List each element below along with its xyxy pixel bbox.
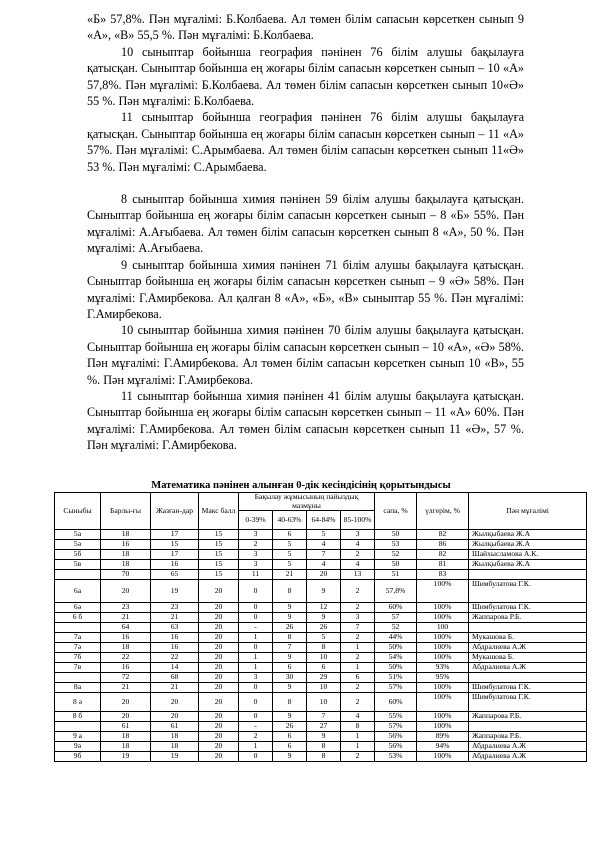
cell-c3: 9 <box>307 580 341 603</box>
table-title: Математика пәнінен алынған 0-дік кесіндісінің қорытындысы <box>151 480 451 491</box>
cell-t: Жаппарова Р.Б. <box>469 613 587 623</box>
cell-c4: 3 <box>341 613 375 623</box>
cell-c1: 1 <box>239 633 273 643</box>
cell-wrote: 21 <box>151 683 199 693</box>
cell-total: 21 <box>101 683 151 693</box>
cell-wrote: 20 <box>151 712 199 722</box>
cell-t: Шимбулатова Г.К. <box>469 580 587 603</box>
cell-c3: 10 <box>307 693 341 712</box>
cell-t: Жылқыбаева Ж.А <box>469 540 587 550</box>
cell-c2: 6 <box>273 732 307 742</box>
cell-t <box>469 570 587 580</box>
cell-cls: 5б <box>55 550 101 560</box>
cell-t: Шайхысламова А.К. <box>469 550 587 560</box>
cell-q: 44% <box>375 633 417 643</box>
col-header-wrote: Жазған-дар <box>151 493 199 530</box>
cell-wrote: 22 <box>151 653 199 663</box>
table-total-row <box>55 673 587 683</box>
cell-total: 18 <box>101 732 151 742</box>
cell-c1: 1 <box>239 653 273 663</box>
cell-max: 20 <box>199 722 239 732</box>
cell-c2: 5 <box>273 560 307 570</box>
cell-c4: 2 <box>341 603 375 613</box>
results-table <box>54 492 587 762</box>
table-total-row <box>55 722 587 732</box>
cell-total: 23 <box>101 603 151 613</box>
cell-max: 20 <box>199 643 239 653</box>
cell-cls: 9ә <box>55 742 101 752</box>
cell-c4: 4 <box>341 540 375 550</box>
cell-c2: 26 <box>273 722 307 732</box>
cell-p: 82 <box>417 550 469 560</box>
cell-c2: 9 <box>273 603 307 613</box>
cell-c2: 30 <box>273 673 307 683</box>
cell-wrote: 16 <box>151 633 199 643</box>
cell-wrote: 21 <box>151 613 199 623</box>
cell-total: 20 <box>101 693 151 712</box>
cell-p: 83 <box>417 570 469 580</box>
table-row <box>55 550 587 560</box>
cell-c4: 1 <box>341 742 375 752</box>
paragraph: 8 сыныптар бойынша химия пәнінен 59 білім алушы бақылауға қатысқан. Сыныптар бойынша ең жоғары білім сапасын көрсеткен сынып – 8 «Б» 55%. Пән мұғалімі: А.Ағыбаева. Ал төмен білім сапасын көрсеткен сынып 8 «А», 50 %. Пән мұғалімі: А.Ағыбаева. <box>87 192 524 256</box>
cell-cls: 8а <box>55 683 101 693</box>
cell-c3: 5 <box>307 530 341 540</box>
table-row <box>55 683 587 693</box>
cell-p: 100 <box>417 623 469 633</box>
cell-c1: 3 <box>239 673 273 683</box>
cell-c2: 26 <box>273 623 307 633</box>
paragraph: 9 сыныптар бойынша химия пәнінен 71 білім алушы бақылауға қатысқан. Сыныптар бойынша ең жоғары білім сапасын көрсеткен сынып – 9 «Ә» 58%. Пән мұғалімі: Г.Амирбекова. Ал қалған 8 «А», «Б», «В» сыныптар 55 %. Пән мұғалімі: Г.Амирбекова. <box>87 257 524 321</box>
cell-c1: - <box>239 623 273 633</box>
table-row <box>55 560 587 570</box>
cell-c4: 8 <box>341 722 375 732</box>
cell-cls <box>55 570 101 580</box>
cell-p: 94% <box>417 742 469 752</box>
cell-c1: 3 <box>239 530 273 540</box>
cell-q: 53% <box>375 752 417 762</box>
cell-c3: 12 <box>307 603 341 613</box>
cell-c2: 6 <box>273 742 307 752</box>
cell-c2: 8 <box>273 580 307 603</box>
col-header-range-40-63: 40-63% <box>273 511 307 530</box>
cell-total: 18 <box>101 742 151 752</box>
cell-wrote: 15 <box>151 540 199 550</box>
cell-c3: 29 <box>307 673 341 683</box>
cell-t: Шимбулатова Г.К. <box>469 683 587 693</box>
table-row <box>55 613 587 623</box>
cell-q: 52 <box>375 550 417 560</box>
cell-c3: 6 <box>307 663 341 673</box>
cell-total: 22 <box>101 653 151 663</box>
cell-q: 60% <box>375 693 417 712</box>
table-total-row <box>55 570 587 580</box>
paragraph: «Б» 57,8%. Пән мұғалімі: Б.Колбаева. Ал төмен білім сапасын көрсеткен сынып 9 «А», «В» 55,5 %. Пән мұғалімі: Б.Колбаева. <box>87 12 524 43</box>
paragraph: 11 сыныптар бойынша география пәнінен 76 білім алушы бақылауға қатысқан. Сыныптар бойынша ең жоғары білім сапасын көрсеткен сынып – 11 «А» 57%. Пән мұғалімі: С.Арымбаева. Ал төмен білім сапасын көрсеткен сынып 11«Ә» 53 %. Пән мұғалімі: С.Арымбаева. <box>87 110 524 174</box>
cell-c1: 2 <box>239 732 273 742</box>
cell-wrote: 16 <box>151 560 199 570</box>
cell-cls: 7б <box>55 653 101 663</box>
cell-max: 20 <box>199 683 239 693</box>
cell-wrote: 23 <box>151 603 199 613</box>
cell-wrote: 68 <box>151 673 199 683</box>
cell-p: 100% <box>417 633 469 643</box>
cell-max: 20 <box>199 712 239 722</box>
cell-max: 20 <box>199 613 239 623</box>
cell-cls: 8 б <box>55 712 101 722</box>
cell-c4: 2 <box>341 683 375 693</box>
col-header-group: Бақылау жұмысының пайыздық мазмұны <box>239 493 375 511</box>
cell-c3: 26 <box>307 623 341 633</box>
col-header-range-85-100: 85-100% <box>341 511 375 530</box>
cell-max: 20 <box>199 752 239 762</box>
cell-cls <box>55 673 101 683</box>
col-header-teacher: Пән мұғалімі <box>469 493 587 530</box>
paragraph: 11 сыныптар бойынша химия пәнінен 41 білім алушы бақылауға қатысқан. Сыныптар бойынша ең жоғары білім сапасын көрсеткен сынып – 11 «А» 60%. Пән мұғалімі: Г.Амирбекова. Ал төмен білім сапасын көрсеткен сынып 11 «Ә», 57 %. Пән мұғалімі: Г.Амирбекова. <box>87 388 524 453</box>
cell-t: Абдралиева А.Ж <box>469 742 587 752</box>
cell-t <box>469 623 587 633</box>
table-total-row <box>55 623 587 633</box>
cell-cls <box>55 623 101 633</box>
document-body <box>87 11 524 454</box>
cell-wrote: 19 <box>151 580 199 603</box>
cell-q: 50% <box>375 663 417 673</box>
cell-c3: 9 <box>307 732 341 742</box>
cell-cls: 7в <box>55 663 101 673</box>
cell-p: 100% <box>417 643 469 653</box>
cell-c2: 9 <box>273 613 307 623</box>
cell-max: 20 <box>199 732 239 742</box>
cell-c2: 21 <box>273 570 307 580</box>
cell-cls: 5в <box>55 560 101 570</box>
cell-q: 51% <box>375 673 417 683</box>
cell-c4: 4 <box>341 712 375 722</box>
cell-t: Жылқыбаева Ж.А <box>469 530 587 540</box>
cell-cls: 6а <box>55 580 101 603</box>
table-row <box>55 712 587 722</box>
cell-total: 70 <box>101 570 151 580</box>
cell-max: 20 <box>199 633 239 643</box>
cell-total: 18 <box>101 643 151 653</box>
cell-c4: 2 <box>341 752 375 762</box>
cell-c3: 8 <box>307 742 341 752</box>
cell-c3: 20 <box>307 570 341 580</box>
table-row <box>55 752 587 762</box>
cell-wrote: 65 <box>151 570 199 580</box>
cell-c4: 2 <box>341 550 375 560</box>
col-header-range-64-84: 64-84% <box>307 511 341 530</box>
cell-t: Абдралиева А.Ж <box>469 752 587 762</box>
cell-wrote: 18 <box>151 742 199 752</box>
cell-p: 100% <box>417 603 469 613</box>
cell-c1: 3 <box>239 560 273 570</box>
cell-total: 20 <box>101 712 151 722</box>
cell-c1: 0 <box>239 683 273 693</box>
cell-c1: 1 <box>239 742 273 752</box>
cell-c1: 0 <box>239 752 273 762</box>
cell-c3: 4 <box>307 560 341 570</box>
cell-q: 54% <box>375 653 417 663</box>
cell-wrote: 17 <box>151 550 199 560</box>
cell-t <box>469 673 587 683</box>
cell-c4: 3 <box>341 530 375 540</box>
cell-c4: 1 <box>341 732 375 742</box>
cell-cls: 9 а <box>55 732 101 742</box>
cell-c1: 0 <box>239 643 273 653</box>
cell-c1: 0 <box>239 580 273 603</box>
cell-q: 57,8% <box>375 580 417 603</box>
cell-c2: 9 <box>273 752 307 762</box>
cell-c3: 8 <box>307 752 341 762</box>
cell-max: 20 <box>199 693 239 712</box>
cell-c2: 9 <box>273 653 307 663</box>
cell-p: 100% <box>417 653 469 663</box>
cell-max: 20 <box>199 742 239 752</box>
cell-total: 61 <box>101 722 151 732</box>
cell-p: 100% <box>417 613 469 623</box>
cell-max: 20 <box>199 653 239 663</box>
cell-cls: 5ә <box>55 540 101 550</box>
cell-cls: 6ә <box>55 603 101 613</box>
col-header-total: Барлы-ғы <box>101 493 151 530</box>
cell-c4: 7 <box>341 623 375 633</box>
cell-total: 64 <box>101 623 151 633</box>
cell-wrote: 18 <box>151 732 199 742</box>
cell-c4: 1 <box>341 643 375 653</box>
cell-total: 21 <box>101 613 151 623</box>
table-row <box>55 653 587 663</box>
cell-c3: 9 <box>307 613 341 623</box>
cell-max: 15 <box>199 560 239 570</box>
col-header-progress: үлгерім, % <box>417 493 469 530</box>
cell-c3: 27 <box>307 722 341 732</box>
cell-c2: 7 <box>273 643 307 653</box>
cell-total: 20 <box>101 580 151 603</box>
cell-c2: 6 <box>273 663 307 673</box>
table-row <box>55 580 587 603</box>
cell-total: 18 <box>101 530 151 540</box>
cell-max: 20 <box>199 580 239 603</box>
cell-c4: 2 <box>341 633 375 643</box>
cell-c3: 10 <box>307 653 341 663</box>
cell-q: 57 <box>375 613 417 623</box>
cell-c3: 4 <box>307 540 341 550</box>
cell-q: 56% <box>375 742 417 752</box>
cell-c2: 5 <box>273 540 307 550</box>
paragraph: 10 сыныптар бойынша география пәнінен 76 білім алушы бақылауға қатысқан. Сыныптар бойынша ең жоғары білім сапасын көрсеткен сынып – 10 «А» 57,8%. Пән мұғалімі: Б.Колбаева. Ал төмен білім сапасын көрсеткен сынып 10«Ә» 55 %. Пән мұғалімі: Б.Колбаева. <box>87 44 524 109</box>
cell-p: 100% <box>417 693 469 712</box>
table-row <box>55 540 587 550</box>
cell-total: 72 <box>101 673 151 683</box>
cell-c4: 6 <box>341 673 375 683</box>
cell-q: 50 <box>375 530 417 540</box>
cell-q: 57% <box>375 722 417 732</box>
cell-p: 89% <box>417 732 469 742</box>
cell-total: 18 <box>101 560 151 570</box>
cell-c1: 0 <box>239 712 273 722</box>
cell-cls: 7а <box>55 633 101 643</box>
cell-max: 15 <box>199 530 239 540</box>
cell-t: Абдралиева А.Ж <box>469 643 587 653</box>
cell-total: 16 <box>101 633 151 643</box>
cell-max: 20 <box>199 603 239 613</box>
cell-c2: 9 <box>273 683 307 693</box>
cell-p: 100% <box>417 722 469 732</box>
cell-t: Абдралиева А.Ж <box>469 663 587 673</box>
cell-max: 15 <box>199 540 239 550</box>
cell-q: 52 <box>375 623 417 633</box>
cell-c3: 8 <box>307 643 341 653</box>
cell-total: 16 <box>101 540 151 550</box>
table-row <box>55 663 587 673</box>
cell-c3: 7 <box>307 550 341 560</box>
cell-t <box>469 722 587 732</box>
cell-cls: 5а <box>55 530 101 540</box>
col-header-range-0-39: 0-39% <box>239 511 273 530</box>
paragraph-spacer <box>87 175 524 191</box>
cell-q: 57% <box>375 683 417 693</box>
cell-p: 93% <box>417 663 469 673</box>
cell-q: 56% <box>375 732 417 742</box>
cell-max: 20 <box>199 663 239 673</box>
cell-t: Жаппарова Р.Б. <box>469 712 587 722</box>
cell-cls: 6 б <box>55 613 101 623</box>
cell-wrote: 17 <box>151 530 199 540</box>
cell-c2: 6 <box>273 530 307 540</box>
cell-q: 53 <box>375 540 417 550</box>
table-row <box>55 643 587 653</box>
cell-p: 95% <box>417 673 469 683</box>
cell-c2: 8 <box>273 693 307 712</box>
cell-q: 55% <box>375 712 417 722</box>
cell-max: 15 <box>199 570 239 580</box>
cell-p: 100% <box>417 580 469 603</box>
cell-c4: 2 <box>341 580 375 603</box>
cell-p: 100% <box>417 683 469 693</box>
cell-c3: 10 <box>307 683 341 693</box>
cell-p: 82 <box>417 530 469 540</box>
cell-t: Мукашова Б. <box>469 653 587 663</box>
cell-cls: 8 ә <box>55 693 101 712</box>
cell-c4: 2 <box>341 693 375 712</box>
paragraph: 10 сыныптар бойынша химия пәнінен 70 білім алушы бақылауға қатысқан. Сыныптар бойынша ең жоғары білім сапасын көрсеткен сынып – 10 «А», «Ә» 58%. Пән мұғалімі: Г.Амирбекова. Ал төмен білім сапасын көрсеткен сынып 10 «В», 55 %. Пән мұғалімі: Г.Амирбекова. <box>87 323 524 387</box>
table-row <box>55 742 587 752</box>
cell-cls <box>55 722 101 732</box>
cell-total: 18 <box>101 550 151 560</box>
col-header-quality: сапа, % <box>375 493 417 530</box>
cell-c1: 0 <box>239 693 273 712</box>
cell-p: 81 <box>417 560 469 570</box>
table-row <box>55 603 587 613</box>
cell-c3: 5 <box>307 633 341 643</box>
col-header-class: Сыныбы <box>55 493 101 530</box>
cell-max: 20 <box>199 623 239 633</box>
cell-wrote: 63 <box>151 623 199 633</box>
cell-q: 60% <box>375 603 417 613</box>
cell-c2: 8 <box>273 633 307 643</box>
cell-c4: 1 <box>341 663 375 673</box>
cell-c4: 2 <box>341 653 375 663</box>
cell-p: 86 <box>417 540 469 550</box>
cell-t: Жаппарова Р.Б. <box>469 732 587 742</box>
cell-p: 100% <box>417 712 469 722</box>
cell-q: 51 <box>375 570 417 580</box>
cell-c2: 9 <box>273 712 307 722</box>
cell-wrote: 20 <box>151 693 199 712</box>
cell-wrote: 61 <box>151 722 199 732</box>
table-row <box>55 530 587 540</box>
cell-c2: 5 <box>273 550 307 560</box>
cell-t: Шимбулатова Г.К. <box>469 693 587 712</box>
cell-c4: 4 <box>341 560 375 570</box>
table-row <box>55 693 587 712</box>
cell-c1: 11 <box>239 570 273 580</box>
cell-c1: 0 <box>239 603 273 613</box>
cell-c1: 0 <box>239 613 273 623</box>
cell-cls: 7ә <box>55 643 101 653</box>
cell-max: 20 <box>199 673 239 683</box>
cell-c4: 13 <box>341 570 375 580</box>
table-row <box>55 732 587 742</box>
col-header-max: Макс балл <box>199 493 239 530</box>
cell-total: 16 <box>101 663 151 673</box>
table-row <box>55 633 587 643</box>
cell-wrote: 14 <box>151 663 199 673</box>
cell-c1: - <box>239 722 273 732</box>
cell-wrote: 19 <box>151 752 199 762</box>
cell-c1: 1 <box>239 663 273 673</box>
cell-c3: 7 <box>307 712 341 722</box>
cell-c1: 3 <box>239 550 273 560</box>
cell-t: Мукашова Б. <box>469 633 587 643</box>
cell-cls: 9б <box>55 752 101 762</box>
cell-t: Жылқыбаева Ж.А <box>469 560 587 570</box>
cell-c1: 2 <box>239 540 273 550</box>
cell-wrote: 16 <box>151 643 199 653</box>
cell-q: 50% <box>375 643 417 653</box>
cell-q: 50 <box>375 560 417 570</box>
cell-total: 19 <box>101 752 151 762</box>
cell-max: 15 <box>199 550 239 560</box>
cell-p: 100% <box>417 752 469 762</box>
cell-t: Шимбулатова Г.К. <box>469 603 587 613</box>
